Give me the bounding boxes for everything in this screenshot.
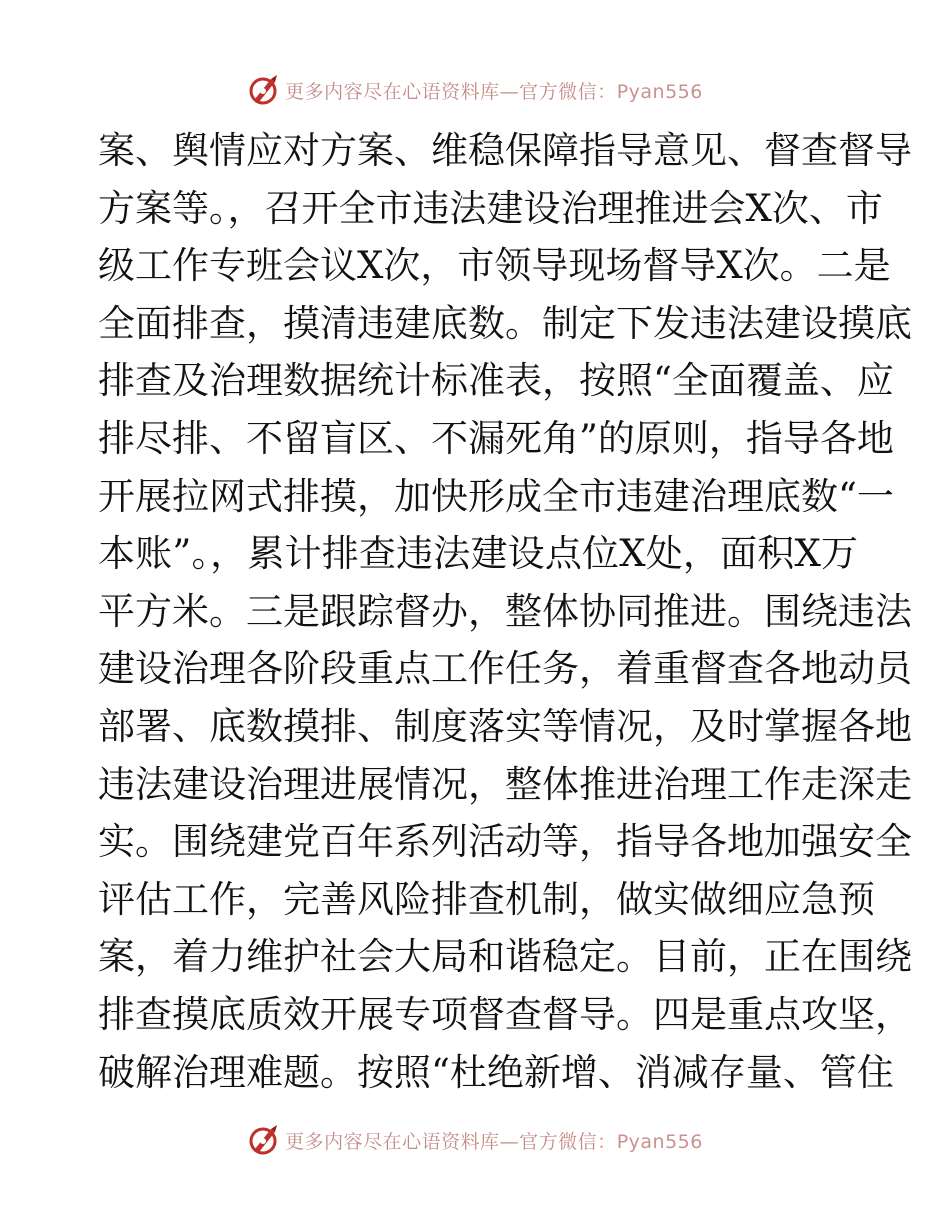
body-line: 破解治理难题。按照“杜绝新增、消减存量、管住 — [98, 1050, 894, 1094]
body-line: 排尽排、不留盲区、不漏死角”的原则，指导各地 — [98, 416, 894, 460]
body-line: 开展拉网式排摸，加快形成全市违建治理底数“一 — [98, 474, 894, 518]
body-line: 建设治理各阶段重点工作任务，着重督查各地动员 — [98, 647, 912, 691]
header-banner-content — [247, 73, 703, 107]
header-banner-text — [285, 77, 703, 104]
header-dash: — — [499, 80, 520, 103]
body-line: 实。围绕建党百年系列活动等，指导各地加强安全 — [98, 820, 912, 864]
footer-account: Pyan556 — [616, 1130, 703, 1153]
body-line: 平方米。三是跟踪督办，整体协同推进。围绕违法 — [98, 589, 912, 633]
body-line: 案、舆情应对方案、维稳保障指导意见、督查督导 — [98, 129, 912, 172]
footer-site-text: 更多内容尽在心语资料库 — [285, 1130, 500, 1153]
body-line: 评估工作，完善风险排查机制，做实做细应急预 — [98, 877, 875, 921]
body-line: 排查摸底质效开展专项督查督导。四是重点攻坚， — [98, 992, 912, 1036]
pen-logo-icon — [247, 1123, 281, 1157]
document-body — [98, 122, 912, 1101]
header-contact-text: 官方微信： — [519, 80, 617, 103]
body-line: 违法建设治理进展情况，整体推进治理工作走深走 — [98, 762, 912, 806]
footer-dash: — — [499, 1130, 520, 1153]
body-line: 排查及治理数据统计标准表，按照“全面覆盖、应 — [98, 359, 894, 403]
footer-contact-text: 官方微信： — [519, 1130, 617, 1153]
body-line: 级工作专班会议X次，市领导现场督导X次。二是 — [98, 244, 891, 288]
body-line: 部署、底数摸排、制度落实等情况，及时掌握各地 — [98, 704, 912, 748]
footer-banner — [0, 1120, 950, 1160]
pen-logo-icon — [247, 73, 281, 107]
header-account: Pyan556 — [616, 80, 703, 103]
footer-banner-content — [247, 1123, 703, 1157]
header-site-text: 更多内容尽在心语资料库 — [285, 80, 500, 103]
body-line: 本账”。，累计排查违法建设点位X处，面积X万 — [98, 532, 858, 576]
body-line: 全面排查，摸清违建底数。制定下发违法建设摸底 — [98, 301, 912, 345]
body-line: 方案等。，召开全市违法建设治理推进会X次、市 — [98, 186, 883, 230]
body-line: 案，着力维护社会大局和谐稳定。目前，正在围绕 — [98, 935, 912, 979]
footer-banner-text — [285, 1127, 703, 1154]
header-banner — [0, 70, 950, 110]
